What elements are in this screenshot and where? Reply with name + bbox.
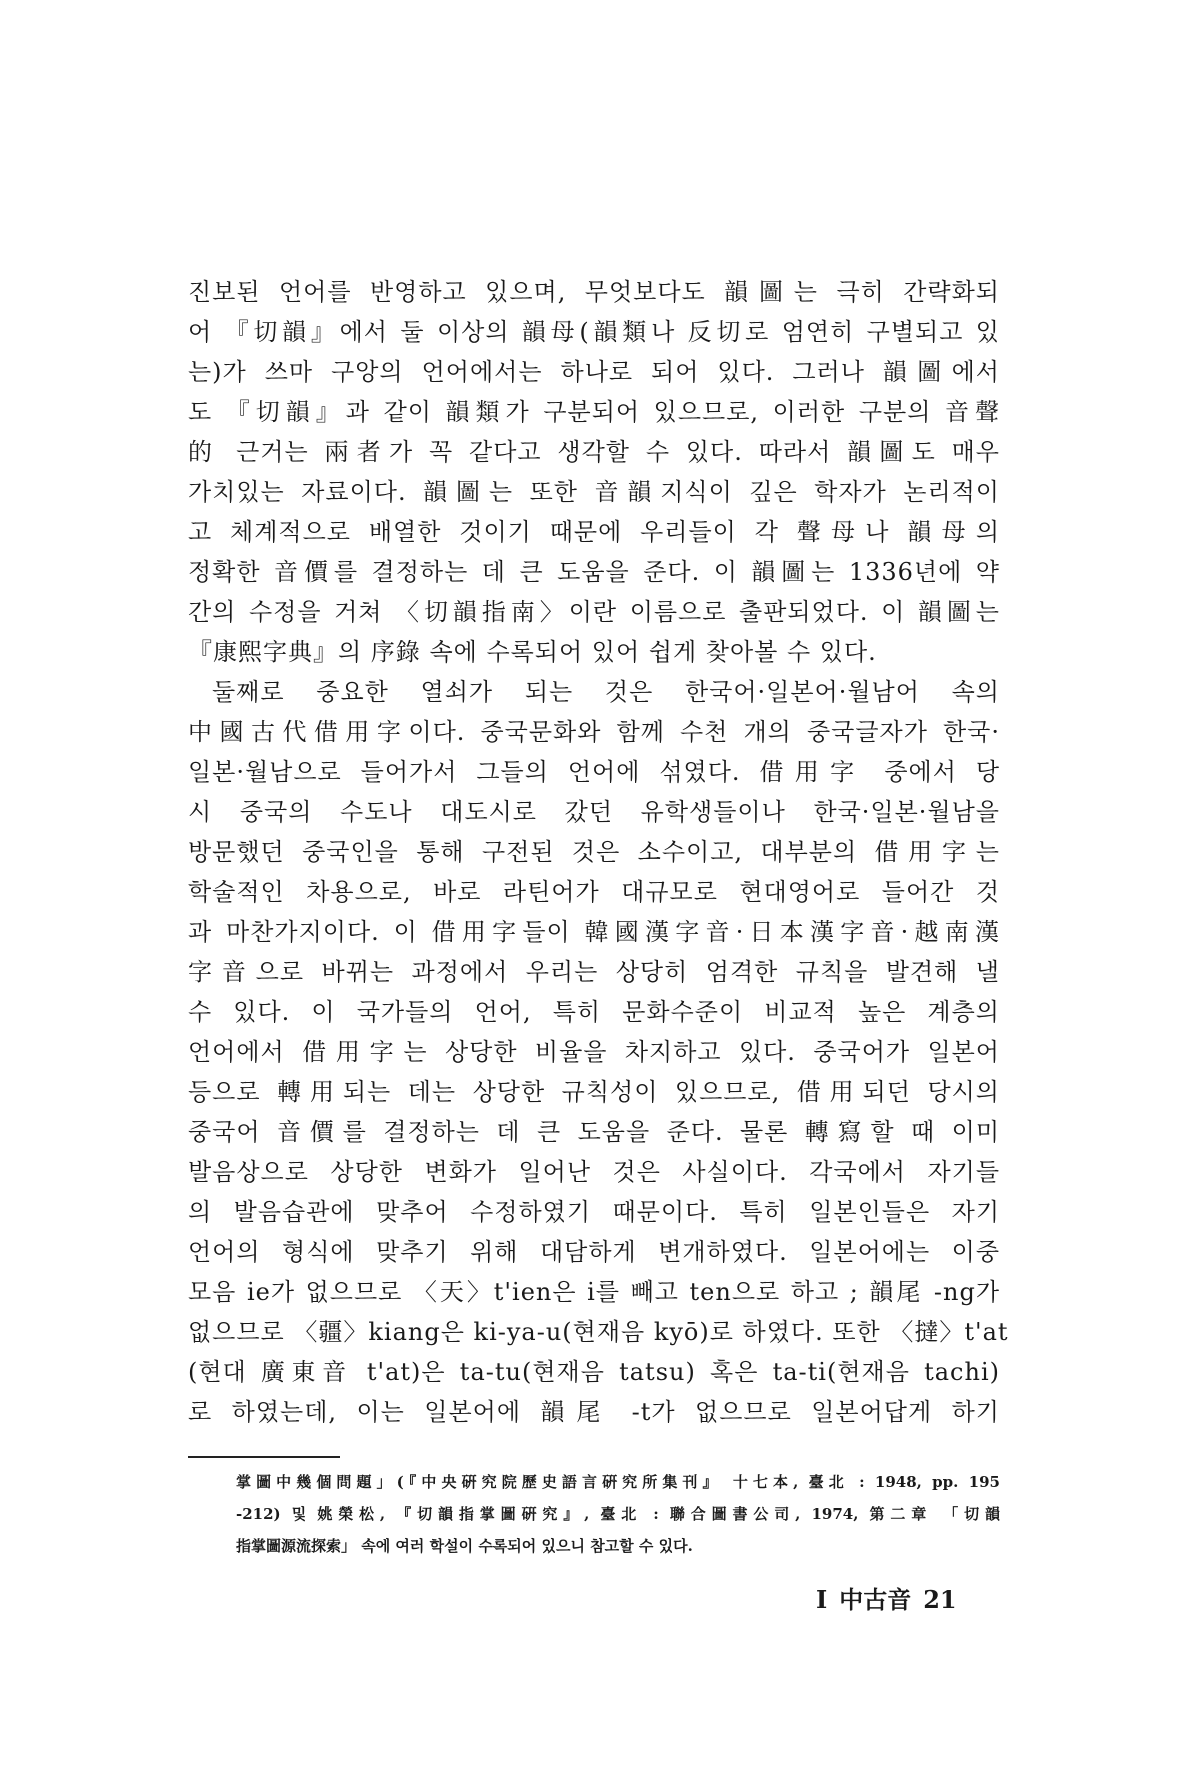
body-line: 발음상으로 상당한 변화가 일어난 것은 사실이다. 각국에서 자기들	[188, 1158, 1000, 1186]
body-line: 등으로 轉用되는 데는 상당한 규칙성이 있으므로, 借用되던 당시의	[188, 1078, 1000, 1106]
body-text	[188, 272, 1009, 1432]
body-line: 모음 ie가 없으므로 〈天〉t'ien은 i를 빼고 ten으로 하고 ; 韻尾 -ng가	[188, 1278, 1000, 1306]
body-line: 진보된 언어를 반영하고 있으며, 무엇보다도 韻圖는 극히 간략화되	[188, 278, 1000, 306]
body-line: 的 근거는 兩者가 꼭 같다고 생각할 수 있다. 따라서 韻圖도 매우	[188, 438, 1000, 466]
body-line: 정확한 音價를 결정하는 데 큰 도움을 준다. 이 韻圖는 1336년에 약	[188, 558, 1000, 586]
body-line: 일본·월남으로 들어가서 그들의 언어에 섞였다. 借用字 중에서 당	[188, 758, 1000, 786]
footnote-line: -212) 및 姚榮松, 『切韻指掌圖硏究』, 臺北 : 聯合圖書公司, 1974, 第二章 「切韻	[236, 1505, 1000, 1523]
body-line: 어 『切韻』에서 둘 이상의 韻母(韻類나 反切로 엄연히 구별되고 있	[188, 318, 1000, 346]
body-line: 『康熙字典』의 序錄 속에 수록되어 있어 쉽게 찾아볼 수 있다.	[188, 638, 877, 666]
footnote	[236, 1466, 1000, 1562]
body-line: 수 있다. 이 국가들의 언어, 특히 문화수준이 비교적 높은 계층의	[188, 998, 1000, 1026]
body-line: 字音으로 바뀌는 과정에서 우리는 상당히 엄격한 규칙을 발견해 낼	[188, 958, 1000, 986]
footnote-rule	[188, 1456, 340, 1458]
body-line: 간의 수정을 거쳐 〈切韻指南〉이란 이름으로 출판되었다. 이 韻圖는	[188, 598, 1000, 626]
part-numeral: I	[816, 1585, 828, 1614]
body-line: 의 발음습관에 맞추어 수정하였기 때문이다. 특히 일본인들은 자기	[188, 1198, 1000, 1226]
body-line: 도 『切韻』과 같이 韻類가 구분되어 있으므로, 이러한 구분의 音聲	[188, 398, 1000, 426]
body-line: 방문했던 중국인을 통해 구전된 것은 소수이고, 대부분의 借用字는	[188, 838, 1000, 866]
footnote-line: 指掌圖源流探索」 속에 여러 학설이 수록되어 있으니 참고할 수 있다.	[236, 1537, 693, 1555]
body-line: (현대 廣東音 t'at)은 ta-tu(현재음 tatsu) 혹은 ta-ti(현재음 tachi)	[188, 1358, 1000, 1386]
body-line: 로 하였는데, 이는 일본어에 韻尾 -t가 없으므로 일본어답게 하기	[188, 1398, 1000, 1426]
body-line: 고 체계적으로 배열한 것이기 때문에 우리들이 각 聲母나 韻母의	[188, 518, 1000, 546]
body-line: 中國古代借用字이다. 중국문화와 함께 수천 개의 중국글자가 한국·	[188, 718, 1000, 746]
body-line: 언어의 형식에 맞추기 위해 대담하게 변개하였다. 일본어에는 이중	[188, 1238, 1000, 1266]
body-line: 중국어 音價를 결정하는 데 큰 도움을 준다. 물론 轉寫할 때 이미	[188, 1118, 1000, 1146]
page-number: 21	[923, 1585, 957, 1614]
body-line: 가치있는 자료이다. 韻圖는 또한 音韻지식이 깊은 학자가 논리적이	[188, 478, 1000, 506]
footnote-line: 掌圖中幾個問題」(『中央硏究院歷史語言硏究所集刊』 十七本, 臺北 : 1948, pp. 195	[236, 1473, 1000, 1491]
body-line: 둘째로 중요한 열쇠가 되는 것은 한국어·일본어·월남어 속의	[212, 678, 1000, 706]
body-line: 학술적인 차용으로, 바로 라틴어가 대규모로 현대영어로 들어간 것	[188, 878, 1000, 906]
body-line: 시 중국의 수도나 대도시로 갔던 유학생들이나 한국·일본·월남을	[188, 798, 1000, 826]
body-line: 는)가 쓰마 구앙의 언어에서는 하나로 되어 있다. 그러나 韻圖에서	[188, 358, 1000, 386]
section-title: 中古音	[839, 1585, 912, 1614]
body-line: 언어에서 借用字는 상당한 비율을 차지하고 있다. 중국어가 일본어	[188, 1038, 1000, 1066]
body-line: 과 마찬가지이다. 이 借用字들이 韓國漢字音·日本漢字音·越南漢	[188, 918, 1000, 946]
running-footer	[816, 1580, 969, 1615]
body-line: 없으므로 〈疆〉kiang은 ki-ya-u(현재음 kyō)로 하였다. 또한 〈撻〉t'at	[188, 1318, 1009, 1346]
